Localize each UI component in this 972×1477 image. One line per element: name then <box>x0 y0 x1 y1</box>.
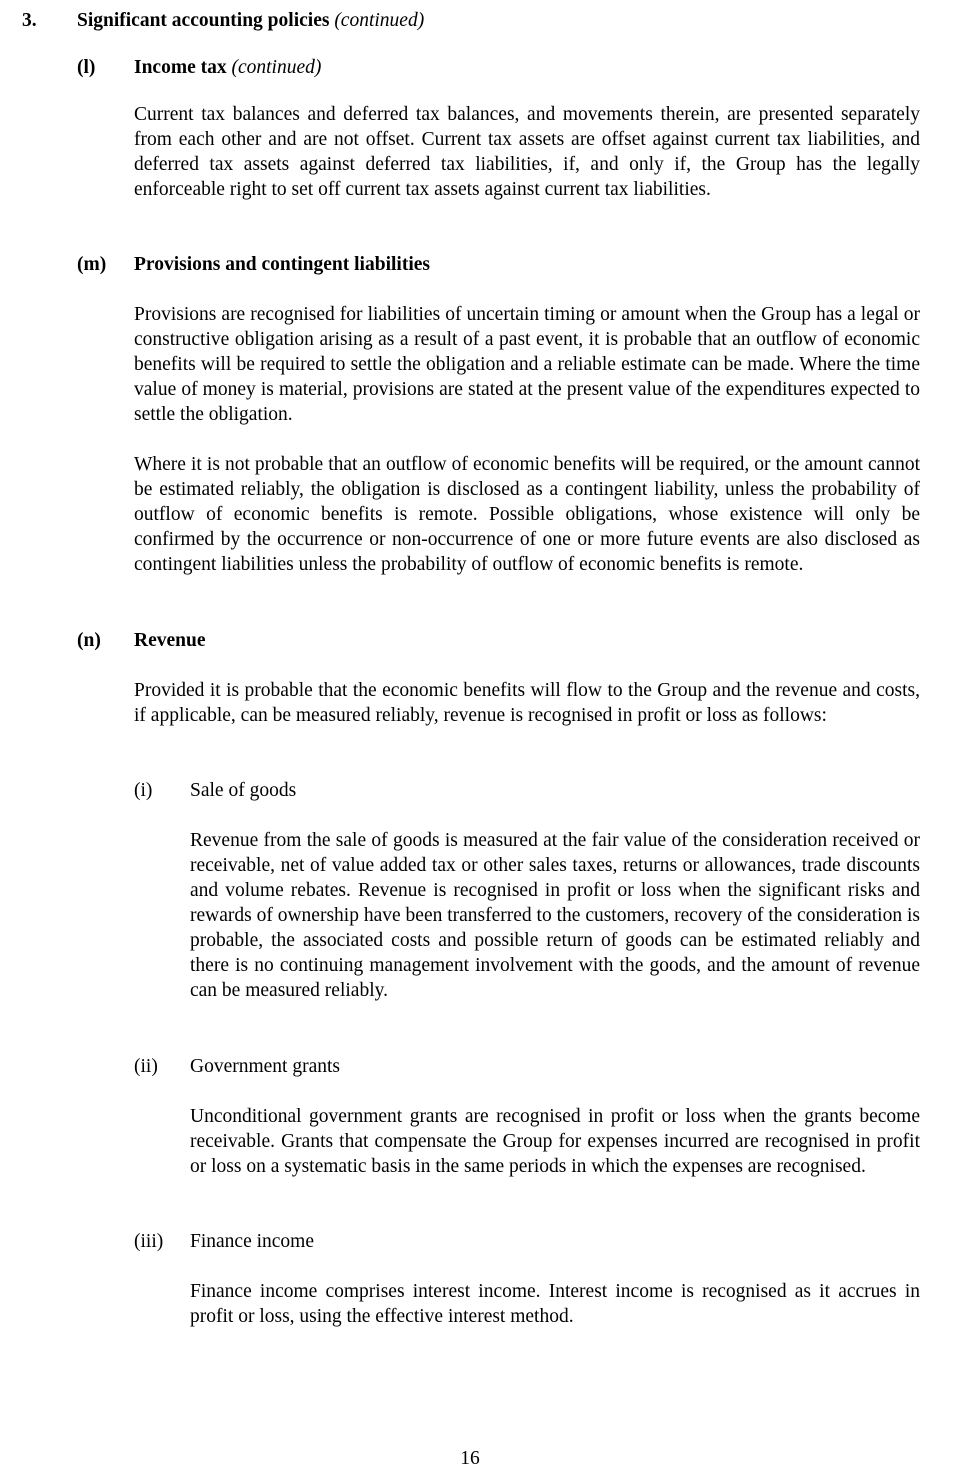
sale-of-goods-label: (i) <box>134 780 153 801</box>
provisions-label: (m) <box>77 254 107 275</box>
provisions-paragraph-2: Where it is not probable that an outflow of economic benefits will be required, or the amount cannot be estimated reliably, the obligation is disclosed as a contingent liability, unless the probability of outflow of economic benefits is remote. Possible obligations, whose existence will only be confirmed by the occurrence or non-occurrence of one or more future events are also disclosed as contingent liabilities unless the probability of outflow of economic benefits is remote. <box>134 454 920 575</box>
income-tax-continued: (continued) <box>231 57 322 78</box>
government-grants-text: Unconditional government grants are recognised in profit or loss when the grants become receivable. Grants that compensate the Group for expenses incurred are recognised in profit or loss on a systematic basis in the same periods in which the expenses are recognised. <box>190 1106 920 1177</box>
revenue-title: Revenue <box>134 630 206 651</box>
finance-income-label: (iii) <box>134 1231 164 1252</box>
section-continued: (continued) <box>334 10 425 31</box>
provisions-paragraph-1: Provisions are recognised for liabilities of uncertain timing or amount when the Group has a legal or constructive obligation arising as a result of a past event, it is probable that an outflow of economic benefits will be required to settle the obligation and a reliable estimate can be made. Where the time value of money is material, provisions are stated at the present value of the expenditures expected to settle the obligation. <box>134 304 920 425</box>
revenue-label: (n) <box>77 630 101 651</box>
government-grants-title: Government grants <box>190 1056 341 1077</box>
section-title: Significant accounting policies <box>77 10 330 31</box>
section-heading <box>77 8 424 33</box>
finance-income-title: Finance income <box>190 1231 314 1252</box>
finance-income-text: Finance income comprises interest income. Interest income is recognised as it accrues in profit or loss, using the effective interest method. <box>190 1281 920 1327</box>
section-number: 3. <box>22 10 37 31</box>
provisions-title: Provisions and contingent liabilities <box>134 254 430 275</box>
income-tax-heading <box>134 55 321 80</box>
income-tax-label: (l) <box>77 57 96 78</box>
revenue-intro: Provided it is probable that the economic benefits will flow to the Group and the revenue and costs, if applicable, can be measured reliably, revenue is recognised in profit or loss as follows: <box>134 680 920 726</box>
sale-of-goods-title: Sale of goods <box>190 780 297 801</box>
income-tax-paragraph: Current tax balances and deferred tax balances, and movements therein, are presented separately from each other and are not offset. Current tax assets are offset against current tax liabilities, and deferred tax assets against deferred tax liabilities, if, and only if, the Group has the legally enforceable right to set off current tax assets against current tax liabilities. <box>134 104 920 200</box>
page-number: 16 <box>460 1448 480 1469</box>
government-grants-label: (ii) <box>134 1056 158 1077</box>
income-tax-title: Income tax <box>134 57 227 78</box>
sale-of-goods-text: Revenue from the sale of goods is measured at the fair value of the consideration received or receivable, net of value added tax or other sales taxes, returns or allowances, trade discounts and volume rebates. Revenue is recognised in profit or loss when the significant risks and rewards of ownership have been transferred to the customers, recovery of the consideration is probable, the associated costs and possible return of goods can be estimated reliably and there is no continuing management involvement with the goods, and the amount of revenue can be measured reliably. <box>190 830 920 1001</box>
